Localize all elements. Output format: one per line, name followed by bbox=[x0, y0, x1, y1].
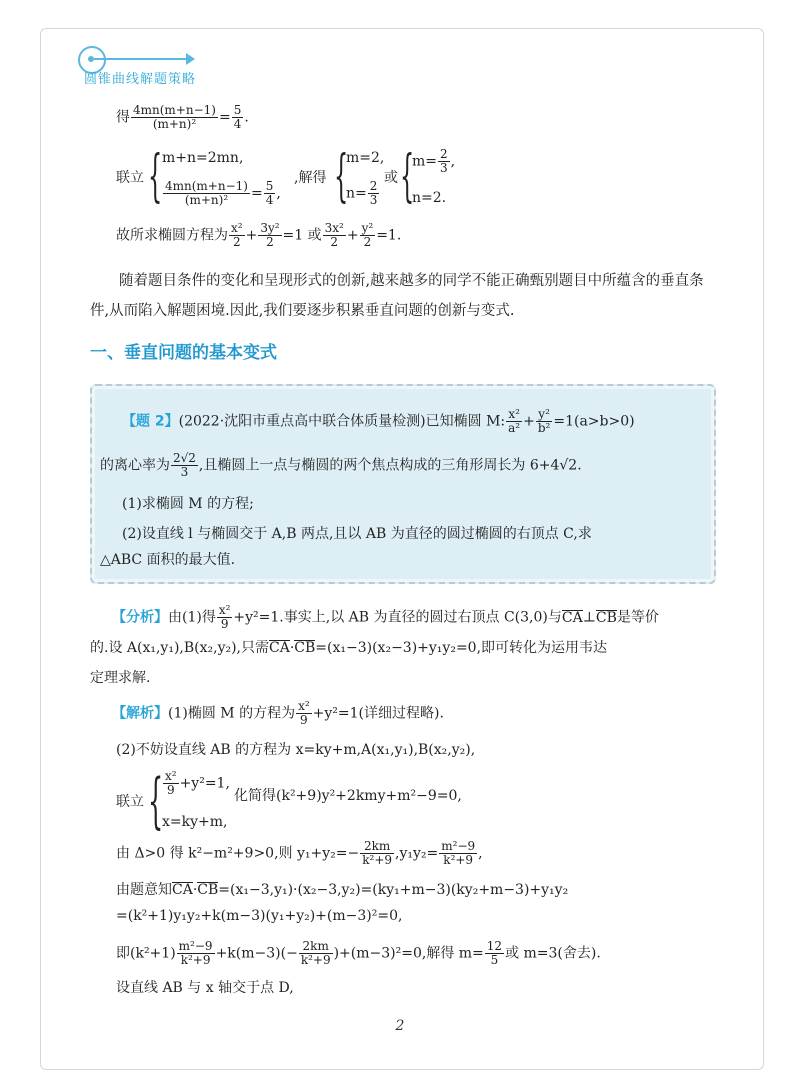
intro-paragraph: 随着题目条件的变化和呈现形式的创新,越来越多的同学不能正确甄别题目中所蕴含的垂直条件,从而陷入解题困境.因此,我们要逐步积累垂直问题的创新与变式. bbox=[90, 273, 704, 319]
system-label: 联立 bbox=[116, 170, 144, 186]
derivation-line-1: 得 $\frac{4mn(m+n-1)}{\text{(m+n)²}}$ = $\frac{5}{4}$ . bbox=[116, 103, 249, 131]
solution-simplify: 化简得(k²+9)y²+2kmy+m²−9=0, bbox=[234, 788, 462, 804]
solution-line-1: 【解析】(1)椭圆 M 的方程为 $\frac{\text{x²}}{9}$ +y²=1(详细过程略). bbox=[112, 699, 444, 727]
problem-question-2b: △ABC 面积的最大值. bbox=[100, 552, 236, 568]
solution-1-row-1: m=2, bbox=[346, 150, 385, 166]
logo-line-icon bbox=[94, 58, 190, 60]
solution-2-row-1: m= $\frac{2}{3}$ , bbox=[412, 147, 456, 175]
solution-tag: 【解析】 bbox=[112, 705, 168, 722]
solution-line-2: (2)不妨设直线 AB 的方程为 x=ky+m,A(x₁,y₁),B(x₂,y₂), bbox=[116, 742, 476, 758]
solution-last-line: 设直线 AB 与 x 轴交于点 D, bbox=[116, 980, 294, 996]
problem-question-1: (1)求椭圆 M 的方程; bbox=[122, 496, 254, 512]
analysis-line-1: 【分析】由(1)得 $\frac{\text{x²}}{9}$ +y²=1.事实上,以 AB 为直径的圆过右顶点 C(3,0)与CA⊥CB是等价 bbox=[112, 603, 659, 631]
system-row-1: m+n=2mn, bbox=[162, 150, 244, 166]
analysis-tag: 【分析】 bbox=[112, 609, 168, 626]
problem-box bbox=[90, 384, 716, 584]
page-number: 2 bbox=[395, 1018, 405, 1034]
solution-delta-line: 由 Δ>0 得 k²−m²+9>0,则 y₁+y₂=− $\frac{2km}{\text{k²+9}}$ ,y₁y₂= $\frac{\text{m²−9}}{\text{k²+9}}$ , bbox=[116, 839, 483, 867]
page-header bbox=[74, 46, 234, 90]
solution-system-brace: { bbox=[148, 766, 164, 836]
solution-system-label: 联立 bbox=[116, 794, 144, 810]
logo-arrow-icon bbox=[186, 53, 195, 65]
solution-condition-line-1: 由题意知CA·CB=(x₁−3,y₁)·(x₂−3,y₂)=(ky₁+m−3)(ky₂+m−3)+y₁y₂ bbox=[116, 882, 569, 898]
conclusion-line: 故所求椭圆方程为 $\frac{\text{x²}}{2}$ + $\frac{\text{3y²}}{2}$ =1 或 $\frac{\text{3x²}}{2}$ + $\frac{\text{y²}}{2}$ =1. bbox=[116, 221, 402, 249]
solution-ji-line: 即(k²+1) $\frac{\text{m²−9}}{\text{k²+9}}$ +k(m−3)(− $\frac{2km}{\text{k²+9}}$ )+(m−3)²=0,解得 m= $\frac{12}{5}$ 或 m=3(舍去). bbox=[116, 939, 601, 967]
system-row-2: $\frac{4mn(m+n-1)}{\text{(m+n)²}}$ = $\frac{5}{4}$ , bbox=[165, 179, 281, 207]
system-brace: { bbox=[148, 144, 163, 209]
solution-system-row-1: $\frac{\text{x²}}{9}$ +y²=1, bbox=[165, 769, 230, 797]
analysis-line-2: 的.设 A(x₁,y₁),B(x₂,y₂),只需CA·CB=(x₁−3)(x₂−3)+y₁y₂=0,即可转化为运用韦达 bbox=[90, 640, 608, 656]
solve-label: ,解得 bbox=[294, 170, 327, 186]
solution-2-row-2: n=2. bbox=[412, 190, 447, 206]
section-title: 一、垂直问题的基本变式 bbox=[90, 343, 277, 363]
solution-condition-line-2: =(k²+1)y₁y₂+k(m−3)(y₁+y₂)+(m−3)²=0, bbox=[116, 908, 403, 924]
problem-line-2: 的离心率为 $\frac{2√2}{3}$ ,且椭圆上一点与椭圆的两个焦点构成的三角形周长为 6+4√2. bbox=[100, 451, 582, 479]
solution-brace-1: { bbox=[334, 144, 349, 209]
solution-1-row-2: n= $\frac{2}{3}$ bbox=[346, 179, 378, 207]
solution-system-row-2: x=ky+m, bbox=[162, 814, 228, 830]
problem-question-2a: (2)设直线 l 与椭圆交于 A,B 两点,且以 AB 为直径的圆过椭圆的右顶点 C,求 bbox=[122, 526, 592, 542]
problem-line-1: 【题 2】(2022·沈阳市重点高中联合体质量检测)已知椭圆 M: $\frac{\text{x²}}{\text{a²}}$ + $\frac{\text{y²}}{\text{b²}}$ =1(a>b>0) bbox=[122, 407, 635, 435]
problem-tag: 【题 2】 bbox=[122, 413, 179, 430]
analysis-line-3: 定理求解. bbox=[90, 670, 151, 686]
solution-brace-2: { bbox=[400, 144, 415, 209]
header-title: 圆锥曲线解题策略 bbox=[84, 72, 197, 87]
or-label: 或 bbox=[384, 170, 398, 186]
